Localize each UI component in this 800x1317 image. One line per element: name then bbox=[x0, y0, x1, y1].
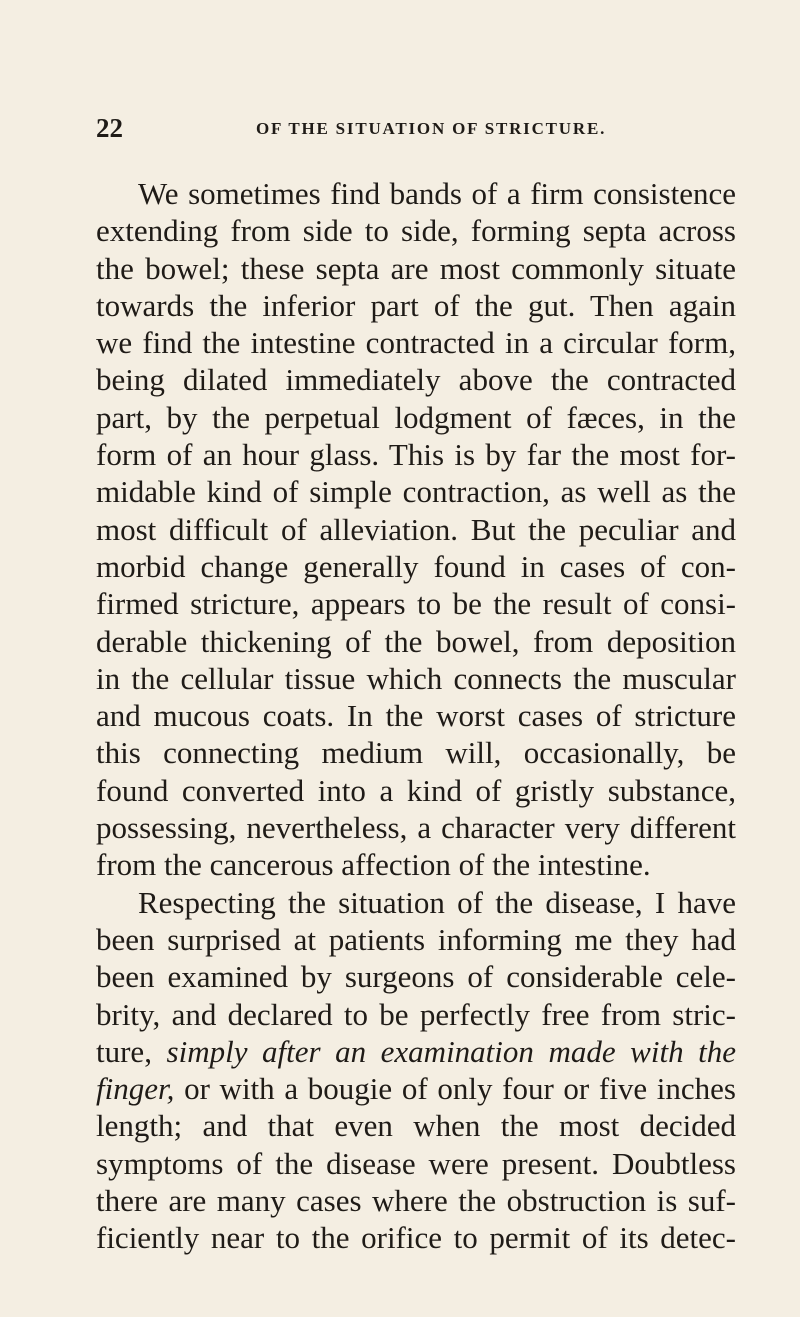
text-line bbox=[96, 1033, 736, 1070]
text-line: part, by the perpetual lodgment of fæces, in the bbox=[96, 399, 736, 435]
body-text bbox=[96, 175, 736, 1257]
text-line: firmed stricture, appears to be the result of consi- bbox=[96, 586, 736, 622]
text-line: being dilated immediately above the contracted bbox=[96, 362, 736, 398]
text-line: been surprised at patients informing me they had bbox=[96, 921, 736, 957]
text-line: been examined by surgeons of considerable cele- bbox=[96, 959, 736, 995]
text-line: symptoms of the disease were present. Doubtless bbox=[96, 1145, 736, 1181]
text-line: found converted into a kind of gristly substance, bbox=[96, 772, 736, 808]
text-line: morbid change generally found in cases of con- bbox=[96, 548, 736, 584]
text-line: extending from side to side, forming septa across bbox=[96, 213, 736, 249]
text-line bbox=[96, 1070, 736, 1107]
text-line: We sometimes find bands of a firm consistence bbox=[138, 176, 736, 211]
running-head bbox=[96, 113, 736, 143]
text-line: we find the intestine contracted in a circular form, bbox=[96, 325, 736, 361]
running-title: OF THE SITUATION OF STRICTURE. bbox=[256, 119, 607, 138]
text-line: and mucous coats. In the worst cases of stricture bbox=[96, 698, 736, 734]
text-line: Respecting the situation of the disease, I have bbox=[138, 884, 736, 920]
italic-phrase: simply after an examination made with the bbox=[166, 1033, 737, 1069]
text-span: or with a bougie of only four or five inches bbox=[184, 1071, 737, 1107]
text-line: the bowel; these septa are most commonly situate bbox=[96, 250, 736, 286]
text-line: towards the inferior part of the gut. Then again bbox=[96, 287, 736, 323]
text-line: from the cancerous affection of the intestine. bbox=[96, 847, 651, 883]
text-line: there are many cases where the obstruction is suf- bbox=[96, 1183, 736, 1219]
text-line: form of an hour glass. This is by far the most for- bbox=[96, 437, 736, 473]
text-line: this connecting medium will, occasionally, be bbox=[96, 735, 736, 771]
text-line: in the cellular tissue which connects the muscular bbox=[96, 660, 736, 696]
text-line: possessing, nevertheless, a character very different bbox=[96, 810, 736, 846]
text-line: brity, and declared to be perfectly free from stric- bbox=[96, 996, 736, 1032]
page-number: 22 bbox=[96, 113, 123, 143]
text-line: midable kind of simple contraction, as well as the bbox=[96, 474, 736, 510]
text-line: ficiently near to the orifice to permit of its detec- bbox=[96, 1220, 736, 1256]
text-line: length; and that even when the most decided bbox=[96, 1108, 736, 1144]
text-line: derable thickening of the bowel, from deposition bbox=[96, 623, 736, 659]
italic-phrase: finger, bbox=[96, 1071, 175, 1107]
text-line: most difficult of alleviation. But the peculiar and bbox=[96, 511, 736, 547]
text-span: ture, bbox=[96, 1033, 152, 1069]
